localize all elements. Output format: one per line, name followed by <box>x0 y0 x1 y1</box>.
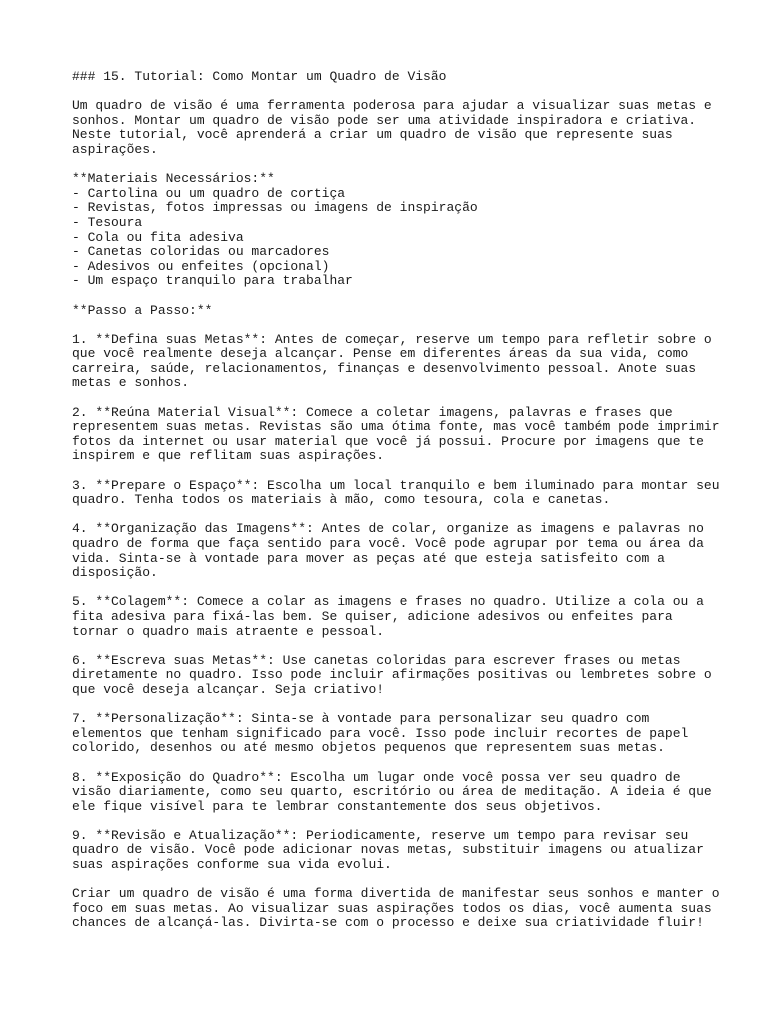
materials-heading: **Materiais Necessários:** <box>72 171 275 187</box>
step-line: que você deseja alcançar. Seja criativo! <box>72 681 385 697</box>
conclusion-paragraph <box>72 886 720 931</box>
step-line: suas aspirações conforme sua vida evolui. <box>72 857 392 873</box>
document-title <box>72 70 712 85</box>
step-line: 9. **Revisão e Atualização**: Periodicamente, reserve um tempo para revisar seu <box>72 827 689 843</box>
step-line: quadro de visão. Você pode adicionar novas metas, substituir imagens ou atualizar <box>72 842 704 858</box>
step-line: 6. **Escreva suas Metas**: Use canetas coloridas para escrever frases ou metas <box>72 652 681 668</box>
materials-item: - Um espaço tranquilo para trabalhar <box>72 273 353 289</box>
materials-item: - Tesoura <box>72 214 143 230</box>
step-7 <box>72 712 712 756</box>
step-line: tornar o quadro mais atraente e pessoal. <box>72 623 385 639</box>
intro-paragraph <box>72 99 712 157</box>
steps-heading: **Passo a Passo:** <box>72 302 213 318</box>
step-line: disposição. <box>72 565 158 581</box>
step-line: 1. **Defina suas Metas**: Antes de começar, reserve um tempo para refletir sobre o <box>72 331 712 347</box>
step-2 <box>72 404 720 464</box>
step-line: 5. **Colagem**: Comece a colar as imagens e frases no quadro. Utilize a cola ou a <box>72 594 704 610</box>
step-4 <box>72 522 712 580</box>
step-line: quadro. Tenha todos os materiais à mão, como tesoura, cola e canetas. <box>72 492 611 508</box>
materials-item: - Revistas, fotos impressas ou imagens de inspiração <box>72 200 478 216</box>
step-line: quadro de forma que faça sentido para você. Você pode agrupar por tema ou área da <box>72 536 704 551</box>
title-line: ### 15. Tutorial: Como Montar um Quadro de Visão <box>72 69 447 84</box>
step-line: representem suas metas. Revistas são uma ótima fonte, mas você também pode imprimir <box>72 419 720 435</box>
step-line: fotos da internet ou usar material que você já possui. Procure por imagens que te <box>72 433 704 449</box>
step-5 <box>72 595 712 639</box>
intro-line: Um quadro de visão é uma ferramenta poderosa para ajudar a visualizar suas metas e <box>72 98 712 114</box>
step-line: diretamente no quadro. Isso pode incluir afirmações positivas ou lembretes sobre o <box>72 667 712 683</box>
step-9 <box>72 829 712 873</box>
intro-line: Neste tutorial, você aprenderá a criar um quadro de visão que represente suas <box>72 127 673 143</box>
materials-item: - Cartolina ou um quadro de cortiça <box>72 185 346 201</box>
step-line: 3. **Prepare o Espaço**: Escolha um local tranquilo e bem iluminado para montar seu <box>72 477 720 493</box>
steps-heading-block <box>72 304 712 319</box>
materials-section <box>72 172 712 289</box>
materials-item: - Adesivos ou enfeites (opcional) <box>72 258 330 274</box>
step-8 <box>72 771 712 815</box>
step-line: metas e sonhos. <box>72 375 190 391</box>
step-line: vida. Sinta-se à vontade para mover as peças até que esteja satisfeito com a <box>72 550 665 566</box>
conclusion-line: foco em suas metas. Ao visualizar suas aspirações todos os dias, você aumenta suas <box>72 900 712 916</box>
materials-item: - Canetas coloridas ou marcadores <box>72 244 330 260</box>
intro-line: sonhos. Montar um quadro de visão pode ser uma atividade inspiradora e criativa. <box>72 112 697 128</box>
conclusion-line: Criar um quadro de visão é uma forma divertida de manifestar seus sonhos e manter o <box>72 886 720 902</box>
step-1 <box>72 333 712 391</box>
step-line: visão diariamente, como seu quarto, escritório ou área de meditação. A ideia é que <box>72 784 712 800</box>
step-line: fita adesiva para fixá-las bem. Se quiser, adicione adesivos ou enfeites para <box>72 608 673 624</box>
step-line: inspirem e que reflitam suas aspirações. <box>72 448 385 464</box>
step-line: ele fique visível para te lembrar constantemente dos seus objetivos. <box>72 798 603 814</box>
intro-line: aspirações. <box>72 141 158 157</box>
document-page <box>72 69 720 946</box>
step-line: que você realmente deseja alcançar. Pense em diferentes áreas da sua vida, como <box>72 346 689 362</box>
step-6 <box>72 654 712 698</box>
step-line: colorido, desenhos ou até mesmo objetos pequenos que representem suas metas. <box>72 740 665 756</box>
step-line: 7. **Personalização**: Sinta-se à vontade para personalizar seu quadro com <box>72 711 650 727</box>
step-line: 8. **Exposição do Quadro**: Escolha um lugar onde você possa ver seu quadro de <box>72 769 681 785</box>
step-3 <box>72 477 720 508</box>
step-line: 2. **Reúna Material Visual**: Comece a coletar imagens, palavras e frases que <box>72 404 673 420</box>
conclusion-line: chances de alcançá-las. Divirta-se com o processo e deixe sua criatividade fluir! <box>72 915 704 931</box>
step-line: carreira, saúde, relacionamentos, finanças e desenvolvimento pessoal. Anote suas <box>72 360 697 376</box>
step-line: elementos que tenham significado para você. Isso pode incluir recortes de papel <box>72 725 689 741</box>
materials-item: - Cola ou fita adesiva <box>72 229 244 245</box>
step-line: 4. **Organização das Imagens**: Antes de colar, organize as imagens e palavras no <box>72 521 704 537</box>
